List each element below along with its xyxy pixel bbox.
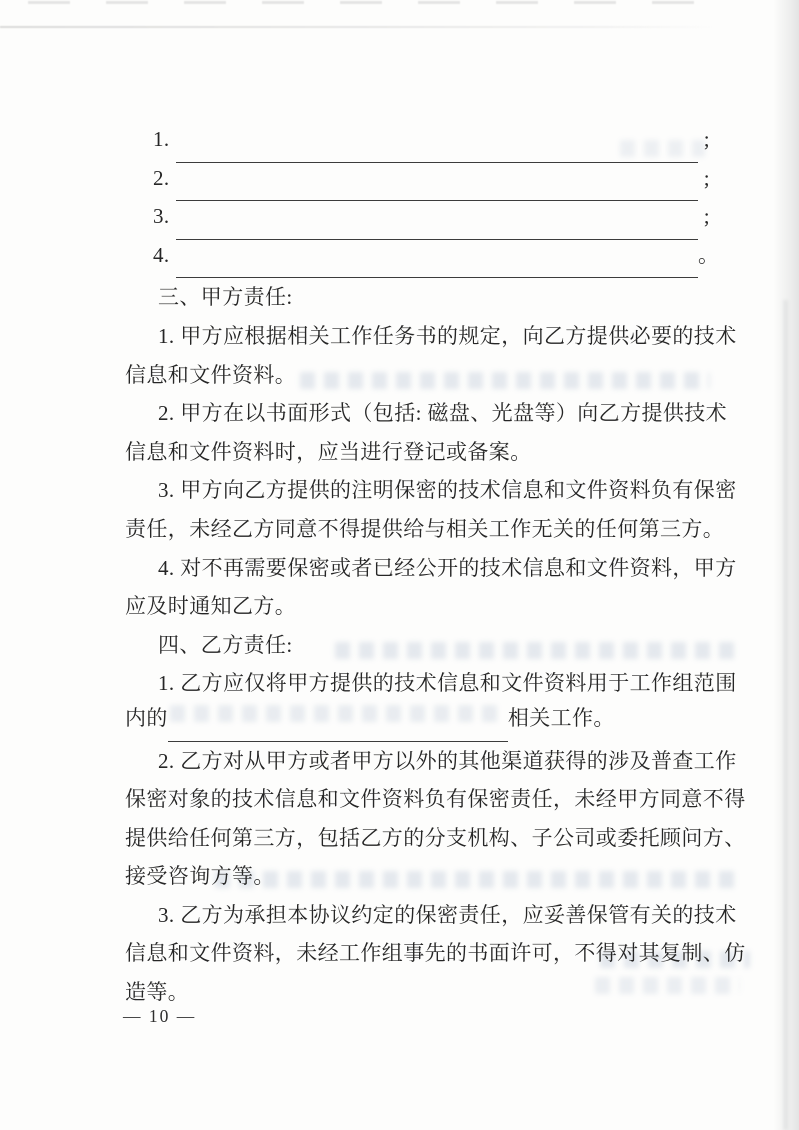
item-number: 3.	[153, 204, 170, 229]
paragraph-line: 2. 乙方对从甲方或者甲方以外的其他渠道获得的涉及普查工作	[158, 748, 737, 773]
page-edge-shadow	[773, 0, 799, 1130]
section-heading-party-a-duties: 三、甲方责任:	[158, 285, 293, 310]
item-punctuation: ;	[703, 204, 710, 229]
paragraph-line: 造等。	[125, 980, 190, 1005]
paragraph-line: 接受咨询方等。	[125, 864, 275, 889]
paragraph-line-with-blank	[125, 703, 710, 742]
paragraph-line: 信息和文件资料时，应当进行登记或备案。	[125, 439, 532, 464]
blank-suffix-text: 相关工作。	[507, 705, 615, 730]
document-body	[125, 124, 746, 1012]
paragraph-line: 1. 甲方应根据相关工作任务书的规定，向乙方提供必要的技术	[158, 323, 737, 348]
item-punctuation: 。	[698, 242, 720, 267]
item-number: 4.	[153, 242, 170, 267]
fill-in-blank-line	[176, 170, 698, 201]
paragraph-line: 1. 乙方应仅将甲方提供的技术信息和文件资料用于工作组范围	[158, 671, 737, 696]
fill-in-blank-line	[176, 247, 698, 278]
item-number: 1.	[153, 127, 170, 151]
blank-prefix-text: 内的	[125, 705, 168, 730]
paragraph-line: 3. 甲方向乙方提供的注明保密的技术信息和文件资料负有保密	[158, 478, 737, 503]
paragraph-line: 4. 对不再需要保密或者已经公开的技术信息和文件资料，甲方	[158, 555, 737, 580]
paragraph-line: 2. 甲方在以书面形式（包括: 磁盘、光盘等）向乙方提供技术	[158, 401, 728, 426]
paragraph-line: 应及时通知乙方。	[125, 594, 297, 619]
paragraph-line: 保密对象的技术信息和文件资料负有保密责任，未经甲方同意不得	[125, 787, 746, 812]
paragraph-line: 责任，未经乙方同意不得提供给与相关工作无关的任何第三方。	[125, 516, 725, 541]
blank-list-item-1	[125, 124, 710, 163]
section-heading-party-b-duties: 四、乙方责任:	[158, 632, 293, 657]
paragraph-line: 信息和文件资料。	[125, 362, 297, 387]
paragraph-line: 信息和文件资料，未经工作组事先的书面许可，不得对其复制、仿	[125, 941, 746, 966]
item-punctuation: ;	[703, 127, 710, 151]
paragraph-line: 提供给任何第三方，包括乙方的分支机构、子公司或委托顾问方、	[125, 825, 746, 850]
item-punctuation: ;	[703, 165, 710, 190]
fill-in-blank-line	[176, 132, 698, 163]
scan-line-artifact	[0, 26, 715, 28]
fill-in-blank-line	[176, 209, 698, 240]
item-number: 2.	[153, 165, 170, 190]
fill-in-blank-line	[168, 711, 508, 742]
blank-list-item-2	[125, 163, 710, 202]
scan-speck-artifact	[28, 1, 708, 4]
paragraph-line: 3. 乙方为承担本协议约定的保密责任，应妥善保管有关的技术	[158, 902, 737, 927]
page-number: — 10 —	[123, 1006, 197, 1026]
page-edge-crease	[782, 300, 789, 1130]
blank-list-item-3	[125, 201, 710, 240]
blank-list-item-4	[125, 240, 720, 279]
